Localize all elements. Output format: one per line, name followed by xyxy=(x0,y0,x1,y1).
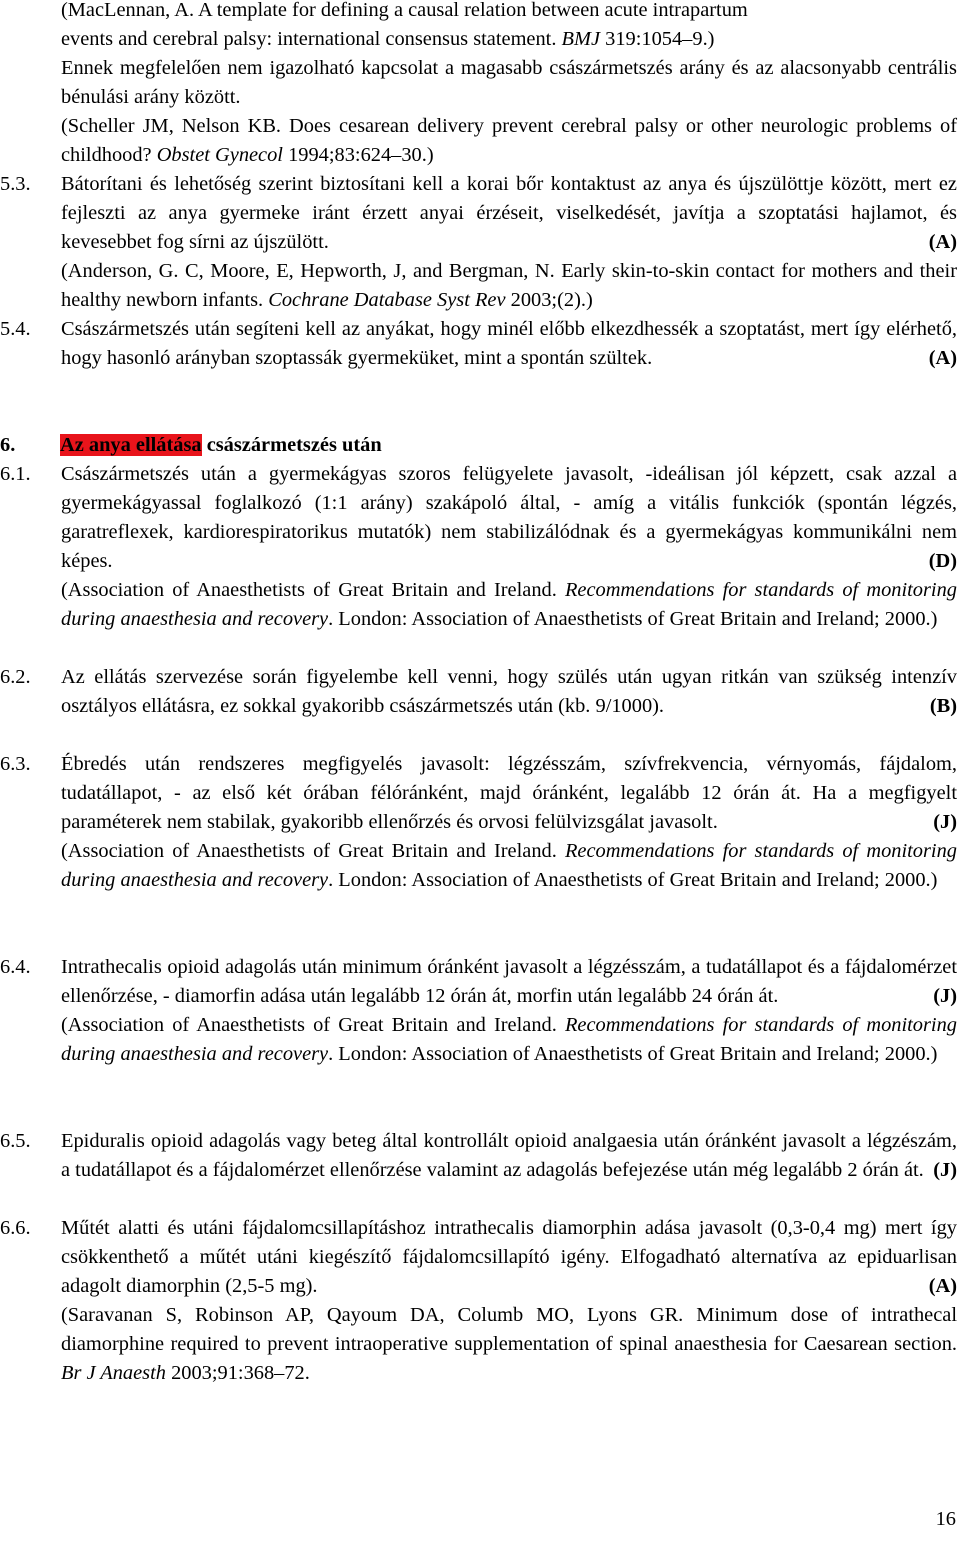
ref-text: (Scheller JM, Nelson KB. Does cesarean delivery prevent cerebral palsy or other neurologic problems of childhood? xyxy=(61,115,957,166)
item-6-6 xyxy=(0,1214,960,1388)
highlighted-title: Az anya ellátása xyxy=(60,434,202,456)
ref-pages: 319:1054–9.) xyxy=(600,28,715,50)
section-title-rest: császármetszés után xyxy=(201,434,382,456)
evidence-grade: (B) xyxy=(929,695,957,717)
item-6-1 xyxy=(0,460,960,634)
item-text: Műtét alatti és utáni fájdalomcsillapításhoz intrathecalis diamorphin adása javasolt (0,3-0,4 mg) mert így csökkenthető a műtét utáni kiegészítő fájdalomcsillapító igény. Elfogadható alternatíva az epiduarlisan adagolt diamorphin (2,5-5 mg). xyxy=(61,1217,957,1297)
item-6-3 xyxy=(0,750,960,895)
continuation-text: Ennek megfelelően nem igazolható kapcsolat a magasabb császármetszés arány és az alacsonyabb centrális bénulási arány között. xyxy=(61,57,957,108)
ref-pages: 1994;83:624–30.) xyxy=(282,144,434,166)
evidence-grade: (J) xyxy=(933,1159,957,1181)
ref-journal: BMJ xyxy=(561,28,601,50)
section-heading xyxy=(0,431,382,460)
item-number: 5.3. xyxy=(0,173,31,195)
item-text: Az ellátás szervezése során figyelembe kell venni, hogy szülés után ugyan ritkán van szükség intenzív osztályos ellátásra, ez sokkal gyakoribb császármetszés után (kb. 9/1000). xyxy=(61,666,957,717)
item-reference: (Anderson, G. C, Moore, E, Hepworth, J, and Bergman, N. Early skin-to-skin contact for mothers and their healthy newborn infants. Cochrane Database Syst Rev 2003;(2).) xyxy=(61,260,957,311)
item-reference: (Saravanan S, Robinson AP, Qayoum DA, Columb MO, Lyons GR. Minimum dose of intrathecal diamorphine required to prevent intraoperative supplementation of spinal anaesthesia for Caesarean section. Br J Anaesth 2003;91:368–72. xyxy=(61,1304,957,1384)
item-number: 6.6. xyxy=(0,1217,31,1239)
ref-line2: events and cerebral palsy: international consensus statement. xyxy=(61,28,562,50)
scheller-reference xyxy=(0,112,960,170)
evidence-grade: (A) xyxy=(928,231,957,253)
item-number: 5.4. xyxy=(0,318,31,340)
item-number: 6.5. xyxy=(0,1130,31,1152)
item-text: Epiduralis opioid adagolás vagy beteg által kontrollált opioid analgaesia után óránként javasolt a légzészám, a tudatállapot és a fájdalomérzet ellenőrzése valamint az adagolás befejezése után még legalább 2 órán át. xyxy=(61,1130,957,1181)
evidence-grade: (J) xyxy=(933,811,957,833)
item-reference: (Association of Anaesthetists of Great Britain and Ireland. Recommendations for standards of monitoring during anaesthesia and recovery. London: Association of Anaesthetists of Great Britain and Ireland; 2000.) xyxy=(61,1014,957,1065)
item-text: Ébredés után rendszeres megfigyelés javasolt: légzésszám, szívfrekvencia, vérnyomás, fájdalom, tudatállapot, - az első két órában félóránként, majd óránként, legalább 12 órán át. Ha a megfigyelt paraméterek nem stabilak, gyakoribb ellenőrzés és orvosi felülvizsgálat javasolt. xyxy=(61,753,957,833)
item-number: 6.1. xyxy=(0,463,31,485)
evidence-grade: (A) xyxy=(928,347,957,369)
item-6-4 xyxy=(0,953,960,1069)
section-number: 6. xyxy=(0,434,16,456)
item-reference: (Association of Anaesthetists of Great Britain and Ireland. Recommendations for standards of monitoring during anaesthesia and recovery. London: Association of Anaesthetists of Great Britain and Ireland; 2000.) xyxy=(61,840,957,891)
item-number: 6.2. xyxy=(0,666,31,688)
item-text: Intrathecalis opioid adagolás után minimum óránként javasolt a légzésszám, a tudatállapot és a fájdalomérzet ellenőrzése, - diamorfin adása után legalább 12 órán át, morfin után legalább 24 órán át. xyxy=(61,956,957,1007)
item-number: 6.3. xyxy=(0,753,31,775)
page-number: 16 xyxy=(935,1508,956,1530)
continuation-paragraph xyxy=(0,54,960,112)
item-text: Császármetszés után segíteni kell az anyákat, hogy minél előbb elkezdhessék a szoptatást, mert így elérhető, hogy hasonló arányban szoptassák gyermeküket, mint a spontán szültek. xyxy=(61,318,957,369)
item-5-3 xyxy=(0,170,960,315)
maclennan-reference xyxy=(0,0,960,54)
item-reference: (Association of Anaesthetists of Great Britain and Ireland. Recommendations for standards of monitoring during anaesthesia and recovery. London: Association of Anaesthetists of Great Britain and Ireland; 2000.) xyxy=(61,579,957,630)
item-number: 6.4. xyxy=(0,956,31,978)
item-5-4 xyxy=(0,315,960,373)
evidence-grade: (A) xyxy=(928,1275,957,1297)
item-text: Bátorítani és lehetőség szerint biztosítani kell a korai bőr kontaktust az anya és újszülöttje között, mert ez fejleszti az anya gyermeke iránt érzett anyai érzéseit, viselkedését, javítja a szoptatási hajlamot, és kevesebbet fog sírni az újszülött. xyxy=(61,173,957,253)
evidence-grade: (D) xyxy=(928,550,957,572)
item-text: Császármetszés után a gyermekágyas szoros felügyelete javasolt, -ideálisan jól képzett, csak azzal a gyermekágyassal foglalkozó (1:1 arány) szakápoló által, - amíg a vitális funkciók (spontán légzés, garatreflexek, kardiorespiratorikus mutatók) nem stabilizálódnak és a gyermekágyas kommunikálni nem képes. xyxy=(61,463,957,572)
ref-journal: Obstet Gynecol xyxy=(156,144,283,166)
item-6-5 xyxy=(0,1127,960,1185)
item-6-2 xyxy=(0,663,960,721)
evidence-grade: (J) xyxy=(933,985,957,1007)
ref-line1: (MacLennan, A. A template for defining a causal relation between acute intrapartum xyxy=(61,0,748,21)
